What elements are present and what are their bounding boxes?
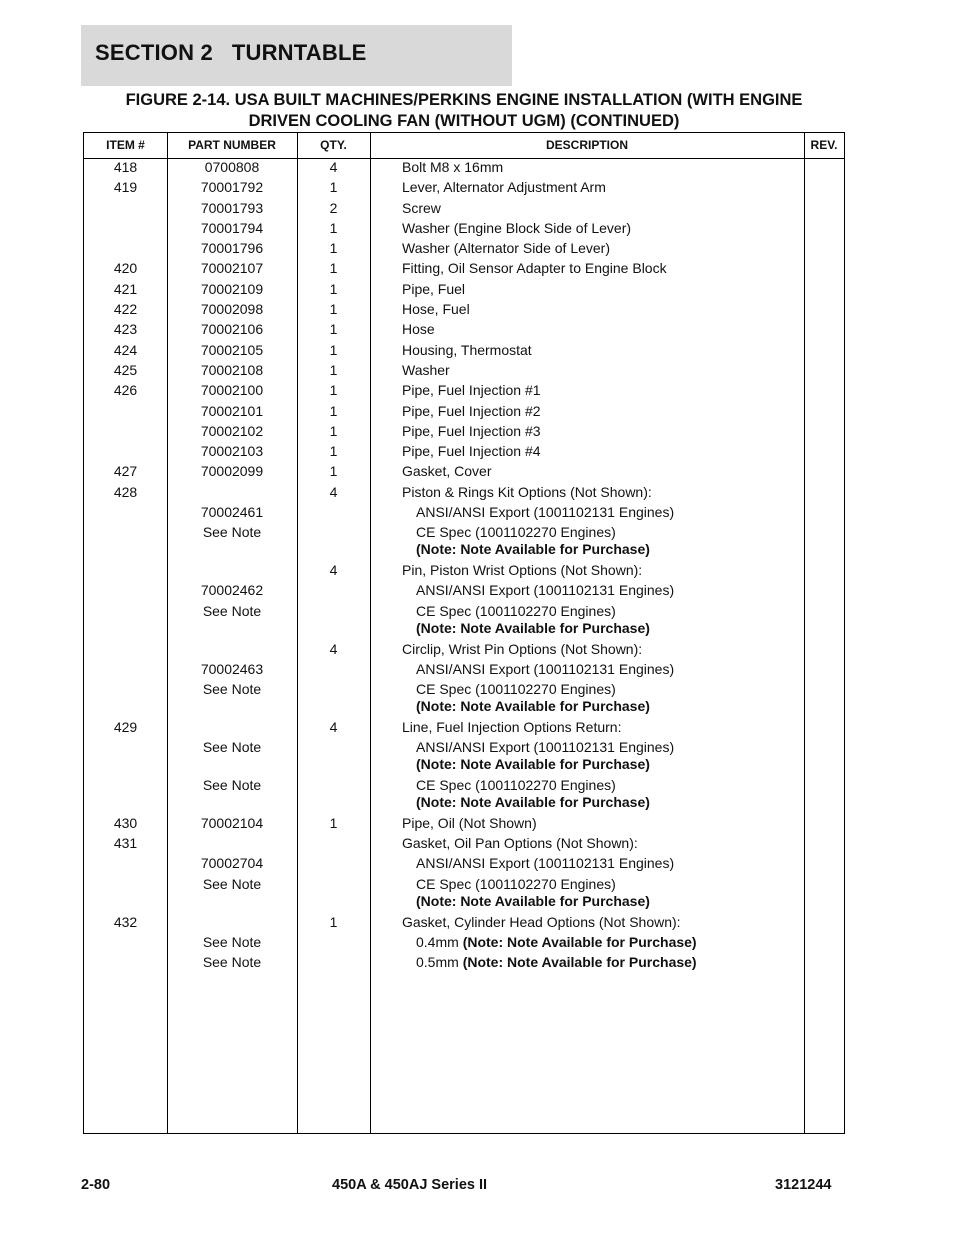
table-row bbox=[84, 342, 844, 362]
description bbox=[416, 739, 816, 772]
description bbox=[402, 719, 802, 735]
table-row bbox=[84, 719, 844, 739]
item-number: 427 bbox=[113, 463, 138, 480]
quantity: 4 bbox=[329, 562, 338, 579]
description bbox=[402, 562, 802, 578]
description-text: CE Spec (1001102270 Engines) bbox=[416, 681, 616, 698]
table-row bbox=[84, 582, 844, 602]
description bbox=[402, 362, 802, 378]
part-number: See Note bbox=[202, 739, 262, 756]
description bbox=[416, 876, 816, 909]
table-row bbox=[84, 403, 844, 423]
purchase-note: (Note: Note Available for Purchase) bbox=[416, 619, 650, 636]
description bbox=[416, 934, 816, 950]
description bbox=[402, 260, 802, 276]
table-row bbox=[84, 423, 844, 443]
table-row bbox=[84, 179, 844, 199]
description bbox=[402, 240, 802, 256]
description-text: ANSI/ANSI Export (1001102131 Engines) bbox=[416, 660, 675, 677]
quantity: 1 bbox=[329, 280, 338, 297]
part-number: 70002104 bbox=[200, 814, 264, 831]
description bbox=[416, 954, 816, 970]
part-number: 70001794 bbox=[200, 219, 264, 236]
table-row bbox=[84, 954, 844, 974]
item-number: 424 bbox=[113, 341, 138, 358]
description bbox=[416, 582, 816, 598]
part-number: See Note bbox=[202, 524, 262, 541]
description-text: Washer (Engine Block Side of Lever) bbox=[402, 219, 632, 236]
col-header-item: ITEM # bbox=[106, 138, 145, 152]
col-header-part-number: PART NUMBER bbox=[188, 138, 276, 152]
item-number: 419 bbox=[113, 179, 138, 196]
table-row bbox=[84, 739, 844, 777]
item-number: 432 bbox=[113, 913, 138, 930]
item-number: 426 bbox=[113, 382, 138, 399]
quantity: 1 bbox=[329, 382, 338, 399]
item-number: 420 bbox=[113, 260, 138, 277]
description bbox=[402, 342, 802, 358]
part-number: 70002105 bbox=[200, 341, 264, 358]
description-text: Circlip, Wrist Pin Options (Not Shown): bbox=[402, 640, 643, 657]
description-text: Line, Fuel Injection Options Return: bbox=[402, 718, 622, 735]
quantity: 4 bbox=[329, 718, 338, 735]
description bbox=[402, 484, 802, 500]
description bbox=[416, 504, 816, 520]
description bbox=[416, 661, 816, 677]
part-number: 70002102 bbox=[200, 422, 264, 439]
description bbox=[402, 403, 802, 419]
table-row bbox=[84, 321, 844, 341]
description bbox=[416, 777, 816, 810]
footer-page-number: 2-80 bbox=[81, 1177, 111, 1193]
part-number: See Note bbox=[202, 875, 262, 892]
purchase-note: (Note: Note Available for Purchase) bbox=[416, 756, 650, 773]
item-number: 421 bbox=[113, 280, 138, 297]
table-row bbox=[84, 876, 844, 914]
purchase-note: (Note: Note Available for Purchase) bbox=[416, 892, 650, 909]
description-text: Hose, Fuel bbox=[402, 301, 470, 318]
quantity: 4 bbox=[329, 640, 338, 657]
description-text: ANSI/ANSI Export (1001102131 Engines) bbox=[416, 739, 675, 756]
description-text: Pipe, Fuel Injection #2 bbox=[402, 402, 541, 419]
part-number: 70002462 bbox=[200, 582, 264, 599]
description-text: Bolt M8 x 16mm bbox=[402, 159, 504, 175]
description bbox=[402, 159, 802, 175]
item-number: 418 bbox=[113, 159, 138, 175]
parts-table bbox=[83, 132, 845, 1134]
item-number: 428 bbox=[113, 483, 138, 500]
table-row bbox=[84, 200, 844, 220]
col-header-description: DESCRIPTION bbox=[545, 138, 628, 152]
part-number: 70002107 bbox=[200, 260, 264, 277]
quantity: 1 bbox=[329, 301, 338, 318]
table-row bbox=[84, 777, 844, 815]
description-text: Hose bbox=[402, 321, 435, 338]
table-row bbox=[84, 443, 844, 463]
description bbox=[416, 855, 816, 871]
table-row bbox=[84, 362, 844, 382]
part-number: 70002103 bbox=[200, 443, 264, 460]
figure-title-line-1: FIGURE 2-14. USA BUILT MACHINES/PERKINS ENGINE INSTALLATION (WITH ENGINE bbox=[125, 91, 803, 109]
figure-title bbox=[83, 90, 845, 131]
quantity: 1 bbox=[329, 321, 338, 338]
quantity: 1 bbox=[329, 341, 338, 358]
description-text: ANSI/ANSI Export (1001102131 Engines) bbox=[416, 504, 675, 521]
quantity: 1 bbox=[329, 463, 338, 480]
table-row bbox=[84, 661, 844, 681]
part-number: See Note bbox=[202, 602, 262, 619]
figure-title-line-2: DRIVEN COOLING FAN (WITHOUT UGM) (CONTINUED) bbox=[248, 111, 680, 130]
description bbox=[402, 281, 802, 297]
part-number: See Note bbox=[202, 681, 262, 698]
quantity: 1 bbox=[329, 260, 338, 277]
quantity: 1 bbox=[329, 179, 338, 196]
table-row bbox=[84, 463, 844, 483]
quantity: 1 bbox=[329, 443, 338, 460]
table-row bbox=[84, 382, 844, 402]
quantity: 1 bbox=[329, 361, 338, 378]
table-row bbox=[84, 220, 844, 240]
description bbox=[402, 321, 802, 337]
purchase-note: (Note: Note Available for Purchase) bbox=[416, 794, 650, 811]
description bbox=[402, 835, 802, 851]
item-number: 429 bbox=[113, 718, 138, 735]
col-header-qty: QTY. bbox=[320, 138, 347, 152]
table-row bbox=[84, 641, 844, 661]
description-text: Pipe, Fuel Injection #3 bbox=[402, 422, 541, 439]
description-text: Gasket, Cover bbox=[402, 463, 492, 480]
part-number: 70002704 bbox=[200, 855, 264, 872]
quantity: 1 bbox=[329, 402, 338, 419]
quantity: 4 bbox=[329, 159, 338, 175]
description-text: CE Spec (1001102270 Engines) bbox=[416, 602, 616, 619]
description-text: CE Spec (1001102270 Engines) bbox=[416, 524, 616, 541]
description bbox=[402, 179, 802, 195]
table-row bbox=[84, 914, 844, 934]
footer-doc-number: 3121244 bbox=[775, 1177, 832, 1193]
description-text: ANSI/ANSI Export (1001102131 Engines) bbox=[416, 582, 675, 599]
table-row bbox=[84, 281, 844, 301]
table-row bbox=[84, 603, 844, 641]
part-number: 70001796 bbox=[200, 240, 264, 257]
description-text: Piston & Rings Kit Options (Not Shown): bbox=[402, 483, 652, 500]
description bbox=[402, 914, 802, 930]
description bbox=[402, 641, 802, 657]
description-text: Pipe, Fuel Injection #1 bbox=[402, 382, 541, 399]
description bbox=[416, 603, 816, 636]
description-text: Pipe, Oil (Not Shown) bbox=[402, 814, 537, 831]
description-text: Pipe, Fuel Injection #4 bbox=[402, 443, 541, 460]
table-row bbox=[84, 855, 844, 875]
description-text: ANSI/ANSI Export (1001102131 Engines) bbox=[416, 855, 675, 872]
part-number: 70002101 bbox=[200, 402, 264, 419]
table-body bbox=[84, 159, 844, 974]
table-row bbox=[84, 159, 844, 179]
col-header-rev: REV. bbox=[810, 138, 838, 152]
description bbox=[402, 423, 802, 439]
item-number: 425 bbox=[113, 361, 138, 378]
description-text: Gasket, Oil Pan Options (Not Shown): bbox=[402, 835, 638, 852]
quantity: 4 bbox=[329, 483, 338, 500]
table-row bbox=[84, 681, 844, 719]
description-text: Pipe, Fuel bbox=[402, 280, 466, 297]
table-row bbox=[84, 562, 844, 582]
item-number: 431 bbox=[113, 835, 138, 852]
description bbox=[402, 301, 802, 317]
part-number: 70002108 bbox=[200, 361, 264, 378]
quantity: 2 bbox=[329, 199, 338, 216]
table-row bbox=[84, 301, 844, 321]
description bbox=[402, 815, 802, 831]
description bbox=[402, 200, 802, 216]
quantity: 1 bbox=[329, 814, 338, 831]
description-text: 0.5mm bbox=[416, 954, 463, 971]
item-number: 423 bbox=[113, 321, 138, 338]
purchase-note: (Note: Note Available for Purchase) bbox=[416, 698, 650, 715]
purchase-note: (Note: Note Available for Purchase) bbox=[462, 933, 697, 950]
description bbox=[416, 681, 816, 714]
table-row bbox=[84, 815, 844, 835]
description bbox=[402, 463, 802, 479]
table-row bbox=[84, 484, 844, 504]
part-number: 70002098 bbox=[200, 301, 264, 318]
description-text: Housing, Thermostat bbox=[402, 341, 532, 358]
part-number: See Note bbox=[202, 954, 262, 971]
quantity: 1 bbox=[329, 422, 338, 439]
part-number: 70002463 bbox=[200, 660, 264, 677]
quantity: 1 bbox=[329, 913, 338, 930]
description-text: Screw bbox=[402, 199, 441, 216]
quantity: 1 bbox=[329, 219, 338, 236]
description-text: CE Spec (1001102270 Engines) bbox=[416, 777, 616, 794]
description-text: Washer bbox=[402, 361, 450, 378]
description bbox=[402, 220, 802, 236]
purchase-note: (Note: Note Available for Purchase) bbox=[416, 541, 650, 558]
table-row bbox=[84, 504, 844, 524]
part-number: 70002109 bbox=[200, 280, 264, 297]
part-number: 70002099 bbox=[200, 463, 264, 480]
description-text: Gasket, Cylinder Head Options (Not Shown): bbox=[402, 913, 681, 930]
description bbox=[402, 382, 802, 398]
table-row bbox=[84, 260, 844, 280]
part-number: 70001792 bbox=[200, 179, 264, 196]
description-text: Lever, Alternator Adjustment Arm bbox=[402, 179, 606, 196]
quantity: 1 bbox=[329, 240, 338, 257]
part-number: 70002100 bbox=[200, 382, 264, 399]
part-number: 0700808 bbox=[204, 159, 260, 175]
table-row bbox=[84, 240, 844, 260]
part-number: See Note bbox=[202, 777, 262, 794]
table-row bbox=[84, 934, 844, 954]
description-text: Pin, Piston Wrist Options (Not Shown): bbox=[402, 562, 643, 579]
item-number: 422 bbox=[113, 301, 138, 318]
part-number: 70001793 bbox=[200, 199, 264, 216]
part-number: 70002461 bbox=[200, 504, 264, 521]
description-text: Fitting, Oil Sensor Adapter to Engine Block bbox=[402, 260, 667, 277]
description bbox=[402, 443, 802, 459]
purchase-note: (Note: Note Available for Purchase) bbox=[462, 954, 697, 971]
description-text: CE Spec (1001102270 Engines) bbox=[416, 875, 616, 892]
table-row bbox=[84, 835, 844, 855]
footer-model: 450A & 450AJ Series II bbox=[332, 1177, 488, 1193]
part-number: 70002106 bbox=[200, 321, 264, 338]
part-number: See Note bbox=[202, 933, 262, 950]
section-title: SECTION 2 TURNTABLE bbox=[95, 40, 367, 65]
item-number: 430 bbox=[113, 814, 138, 831]
description-text: Washer (Alternator Side of Lever) bbox=[402, 240, 611, 257]
description bbox=[416, 524, 816, 557]
description-text: 0.4mm bbox=[416, 933, 463, 950]
table-row bbox=[84, 524, 844, 562]
